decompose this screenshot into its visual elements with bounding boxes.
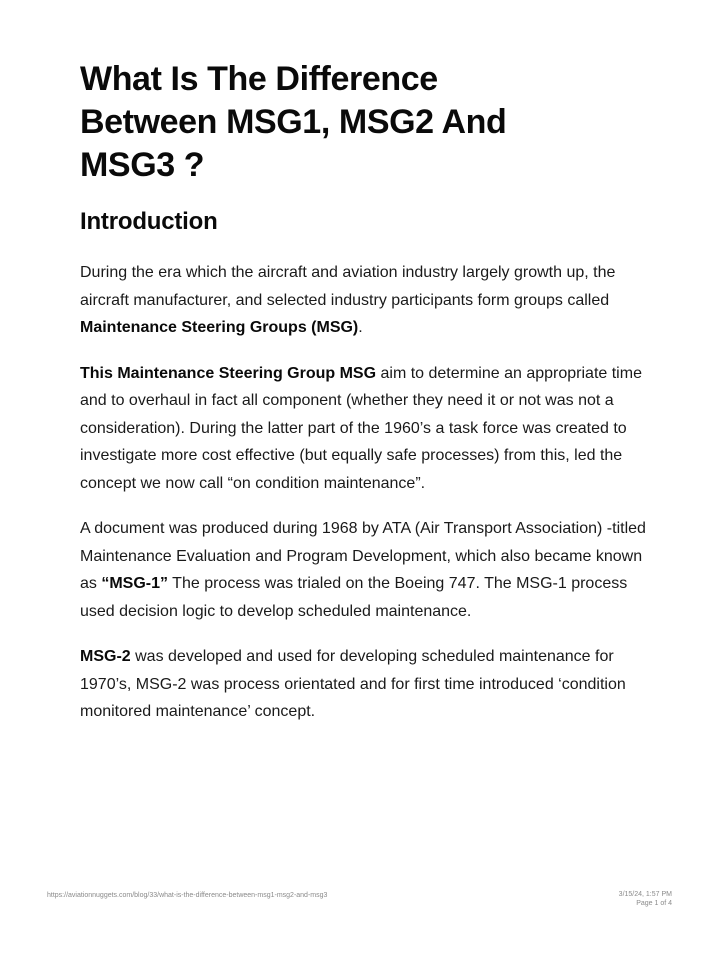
section-heading: Introduction [80, 208, 218, 235]
paragraph-2 [80, 360, 660, 498]
footer-page-number: Page 1 of 4 [636, 900, 672, 907]
footer-url: https://aviationnuggets.com/blog/33/what-is-the-difference-between-msg1-msg2-and-msg3 [47, 892, 328, 899]
article [80, 58, 660, 726]
paragraph-1-bold: Maintenance Steering Groups (MSG) [80, 319, 359, 336]
footer-meta [619, 890, 672, 908]
title-line-1: What Is The Difference [80, 60, 438, 98]
paragraph-4 [80, 643, 660, 726]
footer-datetime: 3/15/24, 1:57 PM [618, 891, 672, 898]
article-title [80, 58, 660, 187]
paragraph-4-bold: MSG-2 [80, 648, 131, 665]
title-line-2: Between MSG1, MSG2 And [80, 103, 507, 141]
paragraph-1-text: During the era which the aircraft and aviation industry largely growth up, the aircraft manufacturer, and selected industry participants form groups called [80, 264, 616, 309]
paragraph-3-end: The process was trialed on the Boeing 747. The MSG-1 process used decision logic to develop scheduled maintenance. [80, 575, 628, 620]
paragraph-2-bold: This Maintenance Steering Group MSG [80, 364, 377, 382]
paragraph-2-text: aim to determine an appropriate time and to overhaul in fact all component (whether they need it or not was not a consideration). During the latter part of the 1960’s a task force was created to investigate more cost effective (but equally safe processes) from this, led the concept we now call “on condition maintenance”. [80, 364, 642, 492]
paragraph-3 [80, 515, 660, 625]
paragraph-3-bold: “MSG-1” [101, 575, 169, 592]
paragraph-4-text: was developed and used for developing scheduled maintenance for 1970’s, MSG-2 was process orientated and for first time introduced ‘condition monitored maintenance’ concept. [80, 648, 626, 720]
title-line-3: MSG3 ? [80, 146, 205, 184]
paragraph-3-text: A document was produced during 1968 by ATA (Air Transport Association) -titled Maintenance Evaluation and Program Development, which also became known as [80, 520, 646, 592]
paragraph-1-end: . [358, 319, 363, 336]
paragraph-1 [80, 259, 660, 342]
